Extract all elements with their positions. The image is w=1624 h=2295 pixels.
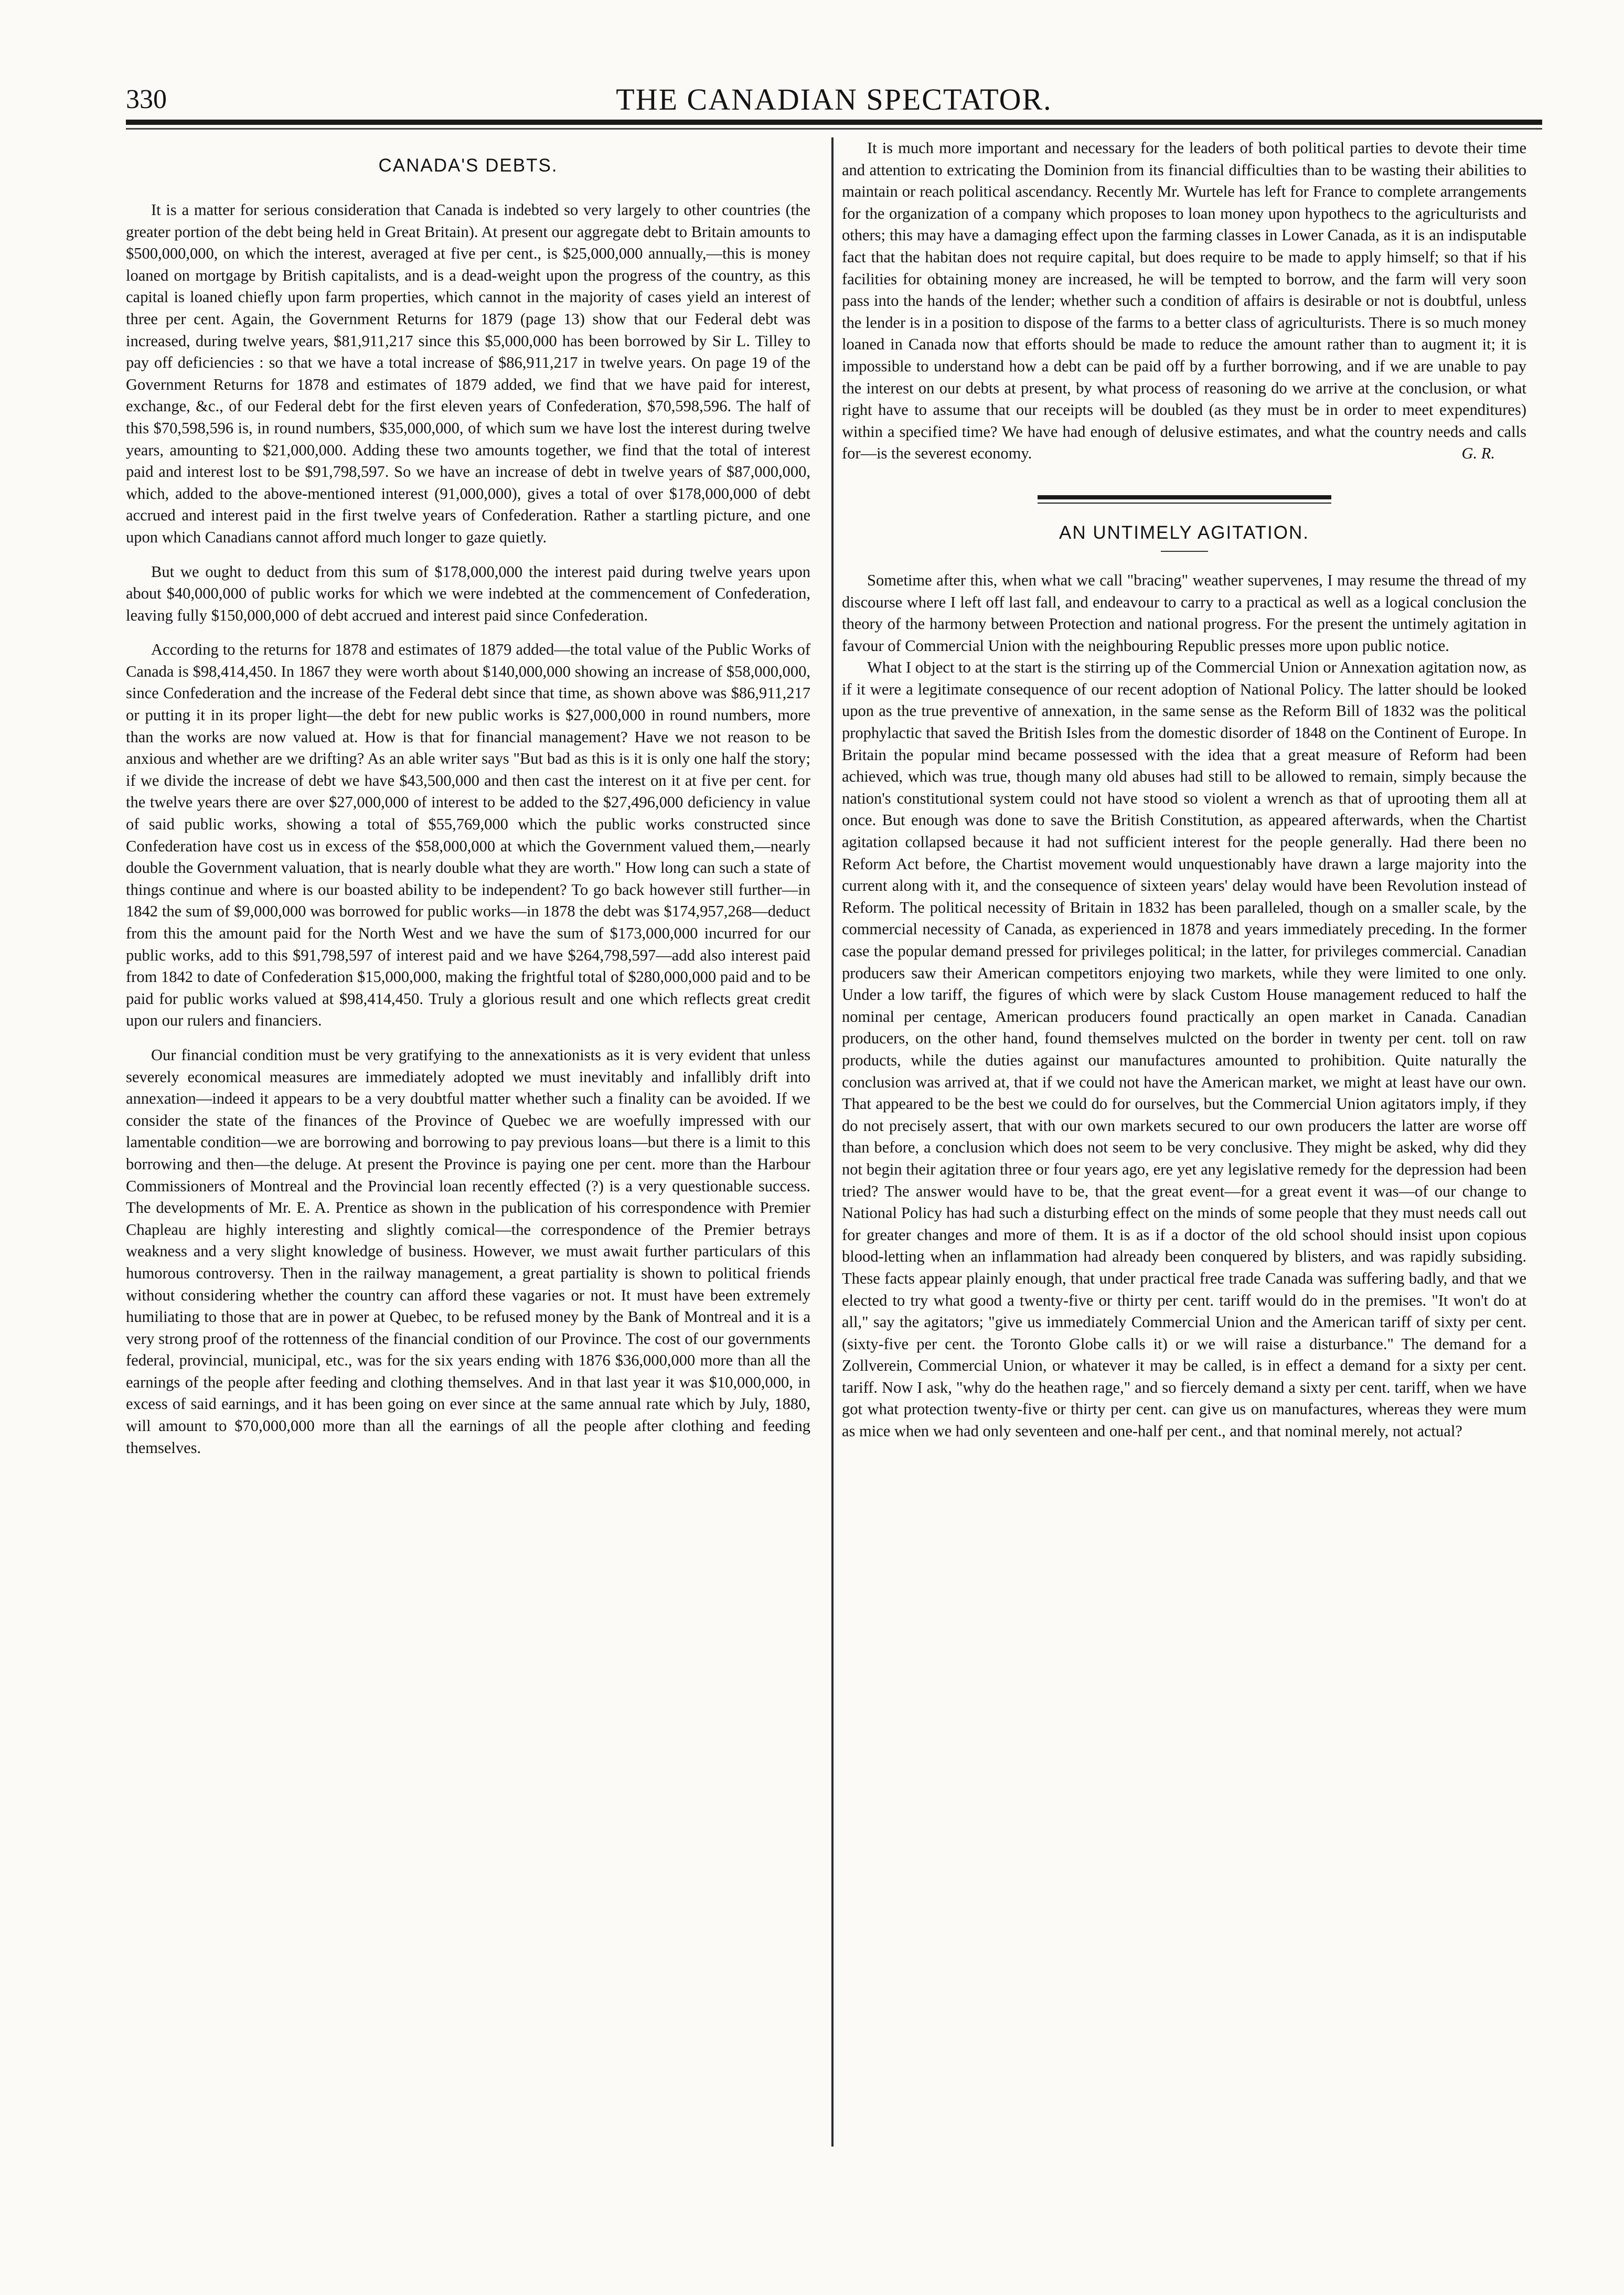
article1-paragraph-4: Our financial condition must be very gratifying to the annexationists as it is very evident that unless severely economical measures are immediately adopted we must inevitably and infallibly drift into annexation—indeed it appears to be a very doubtful matter whether such a finality can be avoided. If we consider the state of the finances of the Province of Quebec we are woefully impressed with our lamentable condition—we are borrowing and borrowing to pay previous loans—but there is a limit to this borrowing and then—the deluge. At present the Province is paying one per cent. more than the Harbour Commissioners of Montreal and the Provincial loan recently effected (?) is a very questionable success. The developments of Mr. E. A. Prentice as shown in the publication of his correspondence with Premier Chapleau are highly interesting and slightly comical—the correspondence of the Premier betrays weakness and a very slight knowledge of business. However, we must await further particulars of this humorous controversy. Then in the railway management, a great partiality is shown to political friends without considering whether the country can afford these vagaries or not. It must have been extremely humiliating to those that are in power at Quebec, to be refused money by the Bank of Montreal and it is a very strong proof of the rottenness of the financial condition of our Province. The cost of our governments federal, provincial, municipal, etc., was for the six years ending with 1876 $36,000,000 more than all the earnings of the people after feeding and clothing themselves. And in that last year it was $10,000,000, in excess of said earnings, and it has been going on ever since at the same annual rate which by July, 1880, will amount to $70,000,000 more than all the earnings of all the people after clothing and feeding themselves.	[126, 1045, 810, 1457]
journal-title: THE CANADIAN SPECTATOR.	[616, 82, 1052, 116]
right-column	[842, 137, 1526, 1443]
page-number: 330	[126, 84, 167, 114]
article-separator-thick	[1038, 495, 1331, 499]
title-underline	[1161, 551, 1208, 552]
article2-paragraph-2: What I object to at the start is the stirring up of the Commercial Union or Annexation agitation now, as if it were a legitimate consequence of our recent adoption of National Policy. The latter should be looked upon as the true preventive of annexation, in the same sense as the Reform Bill of 1832 was the political prophylactic that saved the British Isles from the domestic disorder of 1848 on the Continent of Europe. In Britain the popular mind became possessed with the idea that a great measure of Reform had been achieved, which was true, though many old abuses had still to be allowed to remain, simply because the nation's constitutional system could not have stood so violent a wrench as that of uprooting them all at once. But enough was done to save the British Constitution, as appeared afterwards, when the Chartist agitation collapsed because it had not sufficient interest for the people generally. Had there been no Reform Act before, the Chartist movement would unquestionably have drawn a large majority into the current along with it, and the consequence of sixteen years' delay would have been Revolution instead of Reform. The political necessity of Britain in 1832 has been paralleled, though on a smaller scale, by the commercial necessity of Canada, as experienced in 1878 and years immediately preceding. In the former case the popular demand pressed for privileges political; in the latter, for privileges commercial. Canadian producers saw their American competitors enjoying two markets, while they were limited to one only. Under a low tariff, the figures of which were by slack Custom House management reduced to half the nominal per centage, American producers found practically an open market in Canada. Canadian producers, on the other hand, found themselves mulcted on the border in twenty per cent. toll on raw products, while the duties against our manufactures amounted to prohibition. Quite naturally the conclusion was arrived at, that if we could not have the American market, we might at least have our own. That appeared to be the best we could do for ourselves, but the Commercial Union agitators imply, if they do not precisely assert, that with our own markets secured to our own producers the latter are worse off than before, a conclusion which does not seem to be very conclusive. They might be asked, why did they not begin their agitation three or four years ago, ere yet any legislative remedy for the depression had been tried? The answer would have to be, that the great event—for a great event it was—of our change to National Policy has had such a disturbing effect on the minds of some people that they must needs call out for greater changes and more of them. It is as if a doctor of the old school should insist upon copious blood-letting when an inflammation had already been conquered by blisters, and was rapidly subsiding. These facts appear plainly enough, that under practical free trade Canada was suffering badly, and that we elected to try what good a twenty-five or thirty per cent. tariff would do in the premises. "It won't do at all," say the agitators; "give us immediately Commercial Union and the American tariff of sixty per cent. (sixty-five per cent. the Toronto Globe calls it) or we will raise a disturbance." The demand for a Zollverein, Commercial Union, or whatever it may be called, is in effect a demand for a sixty per cent. tariff. Now I ask, "why do the heathen rage," and so fiercely demand a sixty per cent. tariff, when we have got what protection twenty-five or thirty per cent. can give us on manufactures, whereas they were mum as mice when we had only seventeen and one-half per cent., and that nominal merely, not actual?	[842, 658, 1526, 1440]
article1-continuation	[842, 137, 1526, 465]
header-rule-light	[126, 128, 1542, 130]
article1-paragraph-2: But we ought to deduct from this sum of $178,000,000 the interest paid during twelve years upon about $40,000,000 of public works for which we were indebted at the commencement of Confederation, leaving fully $150,000,000 of debt accrued and interest paid since Confederation.	[126, 562, 810, 624]
article-title-canadas-debts: CANADA'S DEBTS.	[378, 155, 558, 176]
article1-paragraph-3: According to the returns for 1878 and estimates of 1879 added—the total value of the Public Works of Canada is $98,414,450. In 1867 they were worth about $140,000,000 showing an increase of $58,000,000, since Confederation and the increase of the Federal debt since that time, as shown above was $86,911,217 or putting it in its proper light—the debt for new public works is $27,000,000 in round numbers, more than the works are now valued at. How is that for financial management? Have we not reason to be anxious and whether are we drifting? As an able writer says "But bad as this is it is only one half the story; if we divide the increase of debt we have $43,500,000 and then cast the interest on it at five per cent. for the twelve years there are over $27,000,000 of interest to be added to the $27,496,000 deficiency in value of said public works, showing a total of $55,769,000 which the public works constructed since Confederation have cost us in excess of the $58,000,000 at which the Government valued them,—nearly double the Government valuation, that is nearly double what they are worth." How long can such a state of things continue and where is our boasted ability to be independent? To go back however still further—in 1842 the sum of $9,000,000 was borrowed for public works—in 1878 the debt was $174,957,268—deduct from this the amount paid for the North West and we have the sum of $173,000,000 incurred for our public works, add to this $91,798,597 of interest paid and we have $264,798,597—add also interest paid from 1842 to date of Confederation $15,000,000, making the frightful total of $280,000,000 paid and to be paid for public works valued at $98,414,450. Truly a glorious result and one which reflects great credit upon our rulers and financiers.	[126, 641, 810, 1030]
article-title-untimely-agitation: AN UNTIMELY AGITATION.	[1059, 522, 1310, 543]
article2-paragraph-1: Sometime after this, when what we call "bracing" weather supervenes, I may resume the thread of my discourse where I left off last fall, and endeavour to carry to a practical as well as a logical conclusion the theory of the harmony between Protection and national progress. For the present the untimely agitation in favour of Commercial Union with the neighbouring Republic presses more upon public notice.	[842, 571, 1526, 655]
article1-continuation-text: It is much more important and necessary for the leaders of both political parties to devote their time and attention to extricating the Dominion from its financial difficulties than to be wasting their abilities to maintain or reach political ascendancy. Recently Mr. Wurtele has left for France to complete arrangements for the organization of a company which proposes to loan money upon hypothecs to the agriculturists and others; this may have a damaging effect upon the farming classes in Lower Canada, as it is an indisputable fact that the habitan does not require capital, but does require to be made to apply himself; so that if his facilities for obtaining money are increased, he will be tempted to borrow, and the farm will very soon pass into the hands of the lender; whether such a condition of affairs is desirable or not is doubtful, unless the lender is in a position to dispose of the farms to a better class of agriculturists. There is so much money loaned in Canada now that efforts should be made to reduce the amount rather than to augment it; it is impossible to understand how a debt can be paid off by a further borrowing, and if we are unable to pay the interest on our debts at present, by what process of reasoning do we arrive at the conclusion, or what right have to assume that our receipts will be doubled (as they must be in order to meet expenditures) within a specified time? We have had enough of delusive estimates, and what the country needs and calls for—is the severest economy.	[842, 139, 1526, 463]
article1-paragraph-1: It is a matter for serious consideration that Canada is indebted so very largely to other countries (the greater portion of the debt being held in Great Britain). At present our aggregate debt to Britain amounts to $500,000,000, on which the interest, averaged at five per cent., is $25,000,000 annually,—this is money loaned on mortgage by British capitalists, and is a dead-weight upon the progress of the country, as this capital is loaned chiefly upon farm properties, which cannot in the majority of cases yield an interest of three per cent. Again, the Government Returns for 1879 (page 13) show that our Federal debt was increased, during twelve years, $81,911,217 since this $5,000,000 has been borrowed by Sir L. Tilley to pay off deficiencies : so that we have a total increase of $86,911,217 in twelve years. On page 19 of the Government Returns for 1878 and estimates of 1879 added, we find that we have paid for interest, exchange, &c., of our Federal debt for the first eleven years of Confederation, $70,598,596. The half of this $70,598,596 is, in round numbers, $35,000,000, of which sum we have lost the interest during twelve years, amounting to $21,000,000. Adding these two amounts together, we find that the total of interest paid and interest lost to be $91,798,597. So we have an increase of debt in twelve years of $87,000,000, which, added to the above-mentioned interest (91,000,000), gives a total of over $178,000,000 of debt accrued and interest paid in the first twelve years of Confederation. Rather a startling picture, and one upon which Canadians cannot afford much longer to gaze quietly.	[126, 201, 810, 546]
article1-signature: G. R.	[1461, 444, 1495, 463]
column-divider	[831, 137, 834, 2147]
article-separator-thin	[1038, 503, 1331, 504]
header-rule-heavy	[126, 120, 1542, 125]
left-column	[126, 137, 810, 1459]
page-header	[126, 79, 1542, 121]
